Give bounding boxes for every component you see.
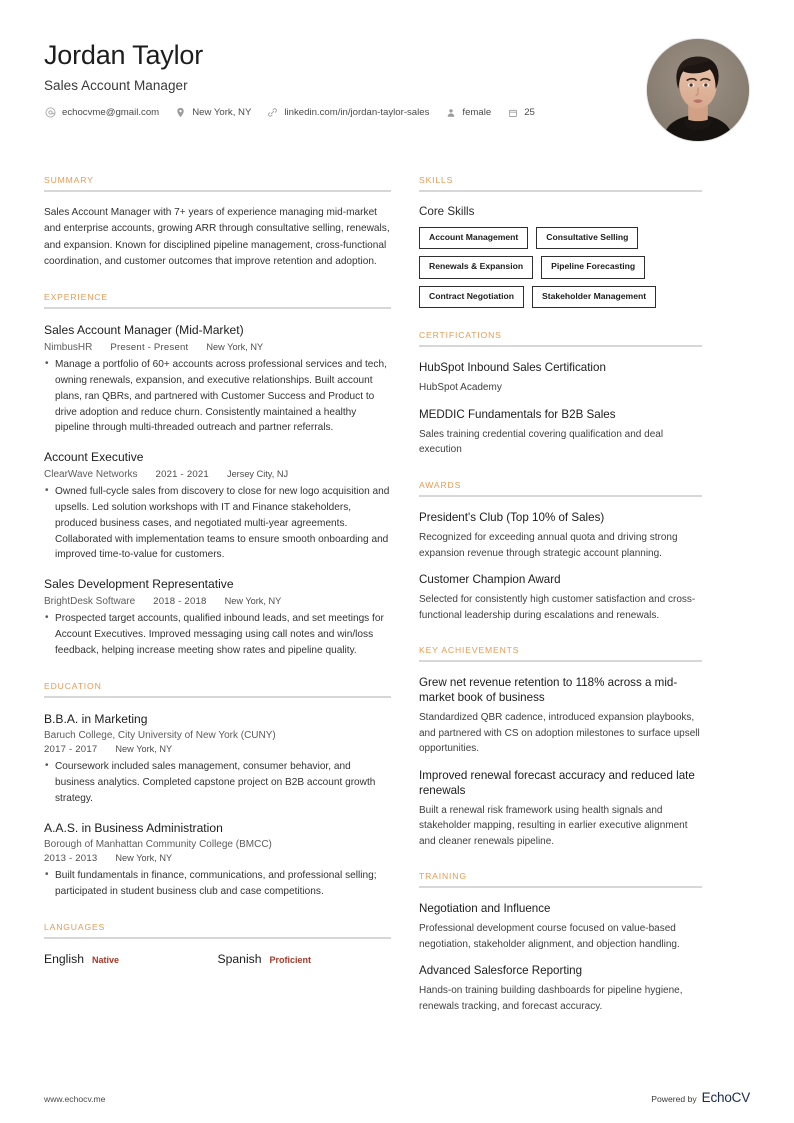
skill-group-name: Core Skills (419, 205, 475, 218)
education-entry (44, 820, 391, 900)
email-icon (44, 106, 57, 119)
contact-location-text: New York, NY (192, 107, 252, 119)
section-heading-languages: LANGUAGES (44, 921, 106, 932)
certification-item (419, 360, 702, 396)
achievement-item (419, 675, 702, 757)
language-name: English (44, 951, 84, 966)
award-item (419, 572, 702, 623)
contact-gender (444, 106, 491, 119)
experience-location: New York, NY (224, 595, 282, 606)
experience-dates: Present - Present (110, 341, 189, 353)
resume-body (0, 175, 794, 1014)
contact-email[interactable] (44, 106, 159, 119)
contact-age (506, 106, 535, 119)
section-heading-skills: SKILLS (419, 175, 454, 185)
award-title: President's Club (Top 10% of Sales) (419, 510, 605, 524)
section-awards (419, 480, 702, 623)
contact-age-text: 25 (524, 107, 535, 119)
section-heading-summary: SUMMARY (44, 175, 94, 185)
section-skills (419, 175, 702, 308)
summary-text: Sales Account Manager with 7+ years of experience managing mid-market and enterprise accounts, growing ARR through consultative selling, renewals, and expansion. Known for disciplined pipeline management, cross-functional coordination, and customer outcomes that improve retention and adoption. (44, 207, 390, 268)
contact-gender-text: female (462, 107, 492, 119)
contact-linkedin[interactable] (266, 106, 429, 119)
education-meta (44, 853, 391, 864)
achievement-item (419, 768, 702, 850)
experience-entry (44, 322, 391, 436)
experience-location: Jersey City, NJ (226, 468, 289, 479)
education-school: Baruch College, City University of New York (CUNY) (44, 729, 276, 741)
section-training (419, 871, 702, 1014)
contact-location (174, 106, 251, 119)
list-item: • Built fundamentals in finance, communications, and professional selling; participated in student business club and case competitions. (44, 868, 391, 900)
training-title: Negotiation and Influence (419, 902, 551, 916)
brand-name: EchoCV (701, 1090, 750, 1105)
section-divider (419, 886, 702, 888)
experience-title: Sales Development Representative (44, 577, 234, 592)
section-divider (419, 495, 702, 497)
experience-location: New York, NY (206, 341, 264, 352)
languages-grid (44, 952, 391, 966)
education-bullets (44, 759, 391, 807)
calendar-icon (506, 106, 519, 119)
skill-tag: Pipeline Forecasting (541, 256, 645, 278)
section-heading-training: TRAINING (419, 871, 467, 882)
list-item: • Prospected target accounts, qualified inbound leads, and set meetings for Account Executives. Improved messaging using call notes and win/loss feedback, helping increase meeting show rates and pipeline quality. (44, 611, 391, 659)
experience-org: BrightDesk Software (44, 595, 136, 607)
certification-title: MEDDIC Fundamentals for B2B Sales (419, 407, 616, 421)
language-name: Spanish (217, 951, 262, 966)
skill-tag: Consultative Selling (536, 227, 638, 249)
language-item (218, 952, 392, 966)
page-footer (44, 1090, 750, 1105)
section-divider (419, 345, 702, 347)
language-level: Native (91, 954, 119, 965)
footer-website[interactable]: www.echocv.me (44, 1094, 106, 1104)
education-degree: B.B.A. in Marketing (44, 711, 148, 726)
education-meta (44, 744, 391, 755)
education-school: Borough of Manhattan Community College (BMCC) (44, 838, 272, 850)
right-column (419, 175, 702, 1014)
left-column (44, 175, 419, 966)
certification-item (419, 407, 702, 458)
section-heading-awards: AWARDS (419, 479, 462, 490)
experience-meta (44, 469, 391, 480)
location-icon (174, 106, 187, 119)
list-item: • Manage a portfolio of 60+ accounts across professional services and tech, owning renewals, expansion, and executive relationships. Built account plans, ran QBRs, and partnered with Customer Success and Product to drive adoption and reduce churn. Consistently maintained a healthy pipeline through multi-threaded outreach and partner referrals. (44, 357, 391, 437)
experience-meta (44, 342, 391, 353)
section-divider (44, 190, 391, 192)
achievement-title: Grew net revenue retention to 118% across a mid-market book of business (419, 676, 678, 705)
experience-dates: 2018 - 2018 (153, 595, 207, 607)
experience-org: NimbusHR (44, 341, 93, 353)
contact-linkedin-text: linkedin.com/in/jordan-taylor-sales (284, 107, 430, 119)
section-heading-key-achievements: KEY ACHIEVEMENTS (419, 645, 520, 656)
section-experience (44, 292, 391, 658)
resume-header (0, 0, 794, 142)
section-divider (44, 307, 391, 309)
link-icon (266, 106, 279, 119)
skill-tag: Contract Negotiation (419, 286, 524, 308)
skill-tag: Stakeholder Management (532, 286, 656, 308)
section-education (44, 681, 391, 900)
certification-issuer: HubSpot Academy (419, 382, 502, 394)
education-location: New York, NY (115, 852, 173, 863)
section-divider (419, 190, 702, 192)
avatar (646, 38, 750, 142)
experience-org: ClearWave Networks (44, 468, 138, 480)
training-item (419, 901, 702, 952)
education-dates: 2013 - 2013 (44, 852, 98, 864)
training-title: Advanced Salesforce Reporting (419, 964, 583, 978)
education-bullets (44, 868, 391, 900)
job-title: Sales Account Manager (44, 78, 188, 94)
contact-row (44, 106, 646, 119)
experience-bullets (44, 484, 391, 564)
training-description: Hands-on training building dashboards for pipeline hygiene, renewals tracking, and forecast accuracy. (419, 985, 683, 1012)
experience-title: Account Executive (44, 450, 144, 465)
page-title: Jordan Taylor (44, 40, 203, 70)
experience-entry (44, 449, 391, 563)
experience-bullets (44, 357, 391, 437)
achievement-description: Standardized QBR cadence, introduced expansion playbooks, and partnered with CS on adoption milestones to surface upsell opportunities. (419, 712, 700, 755)
language-level: Proficient (269, 954, 312, 965)
section-certifications (419, 330, 702, 458)
section-summary (44, 175, 391, 270)
experience-meta (44, 596, 391, 607)
award-title: Customer Champion Award (419, 573, 561, 587)
education-location: New York, NY (115, 743, 173, 754)
training-item (419, 963, 702, 1014)
section-divider (419, 660, 702, 662)
section-heading-certifications: CERTIFICATIONS (419, 330, 502, 341)
skill-tag: Account Management (419, 227, 528, 249)
language-item (44, 952, 218, 966)
award-item (419, 510, 702, 561)
person-icon (444, 106, 457, 119)
certification-issuer: Sales training credential covering qualification and deal execution (419, 428, 664, 456)
skill-tag: Renewals & Expansion (419, 256, 533, 278)
education-degree: A.A.S. in Business Administration (44, 820, 223, 835)
skill-tag-list (419, 227, 702, 308)
experience-bullets (44, 611, 391, 659)
section-languages (44, 922, 391, 966)
experience-title: Sales Account Manager (Mid-Market) (44, 323, 244, 338)
achievement-title: Improved renewal forecast accuracy and reduced late renewals (419, 768, 695, 797)
powered-by-label: Powered by (651, 1094, 697, 1104)
section-heading-education: EDUCATION (44, 680, 102, 691)
education-dates: 2017 - 2017 (44, 743, 98, 755)
footer-branding (651, 1090, 750, 1105)
award-description: Selected for consistently high customer satisfaction and cross-functional leadership during escalations and renewals. (419, 594, 696, 621)
list-item: • Coursework included sales management, consumer behavior, and business analytics. Completed capstone project on B2B account growth strategy. (44, 759, 391, 807)
list-item: • Owned full-cycle sales from discovery to close for new logo acquisition and upsells. Led solution workshops with IT and Finance stakeholders, produced business cases, and negotiated multi-year agreements. Collaborated with implementation teams to ensure smooth onboarding and improved time-to-value for customers. (44, 484, 391, 564)
header-text-block (44, 36, 646, 119)
section-heading-experience: EXPERIENCE (44, 292, 108, 303)
education-entry (44, 711, 391, 807)
training-description: Professional development course focused on value-based negotiation, stakeholder alignment, and objection handling. (419, 923, 680, 950)
experience-entry (44, 576, 391, 658)
contact-email-text: echocvme@gmail.com (62, 107, 160, 119)
certification-title: HubSpot Inbound Sales Certification (419, 361, 606, 375)
section-divider (44, 937, 391, 939)
profile-photo (646, 38, 750, 142)
section-divider (44, 696, 391, 698)
section-key-achievements (419, 645, 702, 849)
experience-dates: 2021 - 2021 (155, 468, 209, 480)
achievement-description: Built a renewal risk framework using health signals and stakeholder mapping, resulting in earlier executive alignment and cleaner renewals pipeline. (419, 804, 688, 847)
award-description: Recognized for exceeding annual quota and driving strong expansion revenue through strategic account planning. (419, 532, 678, 559)
